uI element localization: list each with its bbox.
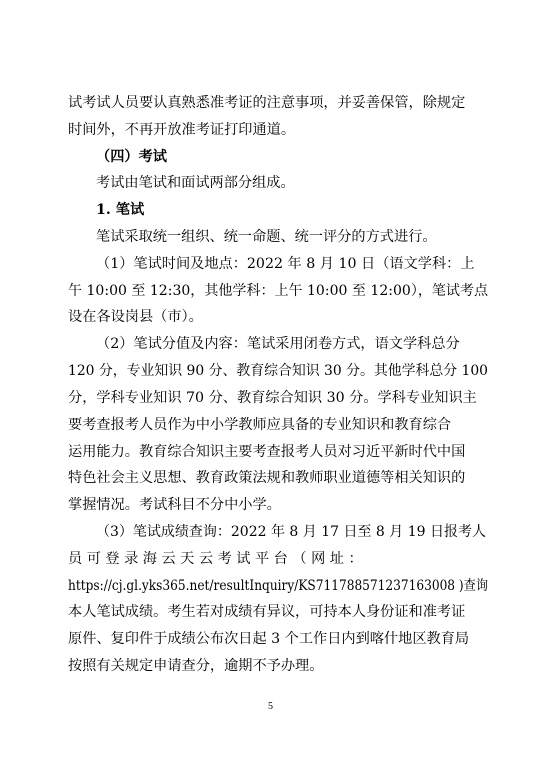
text-line: 午 10:00 至 12:30，其他学科：上午 10:00 至 12:00），笔试考点 xyxy=(68,282,488,299)
text-line: （2）笔试分值及内容：笔试采用闭卷方式，语文学科总分 xyxy=(96,336,460,353)
text-line: （3）笔试成绩查询：2022 年 8 月 17 日至 8 月 19 日报考人 xyxy=(96,523,486,540)
text-line: 设在各设岗县（市）。 xyxy=(68,309,203,326)
text-line: 考试由笔试和面试两部分组成。 xyxy=(96,175,295,192)
page-number: 5 xyxy=(268,701,273,712)
text-line: 按照有关规定申请查分，逾期不予办理。 xyxy=(68,658,324,674)
text-line: 试考试人员要认真熟悉准考证的注意事项，并妥善保管，除规定 xyxy=(68,95,466,111)
text-line: 本人笔试成绩。考生若对成绩有异议，可持本人身份证和准考证 xyxy=(68,604,466,621)
text-line: https://cj.gl.yks365.net/resultInquiry/KS711788571237163008 )查询 xyxy=(68,577,488,594)
text-line: 分，学科专业知识 70 分、教育综合知识 30 分。学科专业知识主 xyxy=(68,389,477,406)
text-line: 运用能力。教育综合知识主要考查报考人员对习近平新时代中国 xyxy=(68,443,466,460)
section-heading: （四）考试 xyxy=(96,148,167,165)
text-line: 120 分，专业知识 90 分、教育综合知识 30 分。其他学科总分 100 xyxy=(68,363,488,380)
text-line: 原件、复印件于成绩公布次日起 3 个工作日内到喀什地区教育局 xyxy=(68,631,470,648)
text-line: 特色社会主义思想、教育政策法规和教师职业道德等相关知识的 xyxy=(68,470,466,487)
subsection-heading: 1. 笔试 xyxy=(96,202,145,219)
text-line: 笔试采取统一组织、统一命题、统一评分的方式进行。 xyxy=(96,229,437,246)
text-line: （1）笔试时间及地点：2022 年 8 月 10 日（语文学科：上 xyxy=(96,255,475,272)
text-line: 要考查报考人员作为中小学教师应具备的专业知识和教育综合 xyxy=(68,416,452,433)
text-line: 员 可 登 录 海 云 天 云 考 试 平 台 （ 网 址 ： xyxy=(68,550,363,567)
text-line: 掌握情况。考试科目不分中小学。 xyxy=(68,497,281,514)
text-line: 时间外，不再开放准考证打印通道。 xyxy=(68,121,296,138)
